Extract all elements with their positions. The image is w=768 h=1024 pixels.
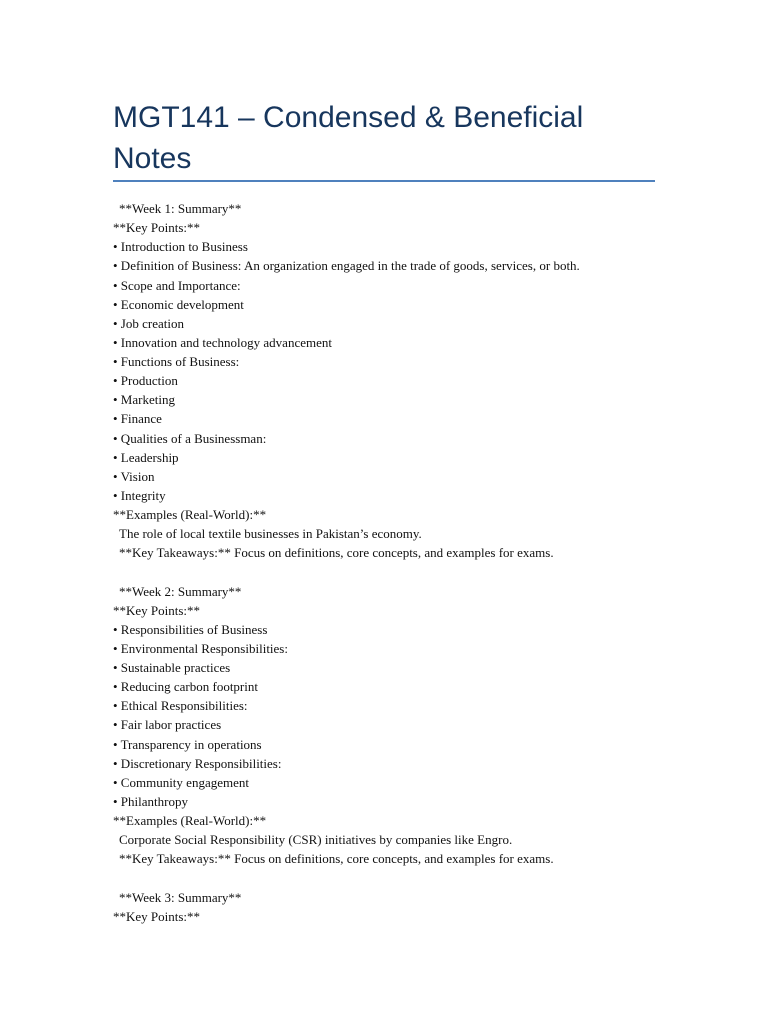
bullet-item: • Philanthropy <box>113 793 188 809</box>
bullet-item: • Leadership <box>113 449 179 465</box>
week-section-2 <box>113 582 713 888</box>
key-points-label: **Key Points:** <box>113 908 201 924</box>
bullet-item: • Integrity <box>113 487 166 503</box>
takeaway-text: **Key Takeaways:** Focus on definitions, core concepts, and examples for exams. <box>119 851 554 867</box>
bullet-item: • Production <box>113 373 178 389</box>
bullet-item: • Job creation <box>113 315 184 331</box>
bullet-item: • Scope and Importance: <box>113 277 241 293</box>
example-text: The role of local textile businesses in Pakistan’s economy. <box>119 526 422 542</box>
bullet-item: • Innovation and technology advancement <box>113 334 332 350</box>
blank-line <box>113 562 713 581</box>
week-heading: **Week 3: Summary** <box>119 889 242 905</box>
bullet-item: • Discretionary Responsibilities: <box>113 755 282 771</box>
bullet-item: • Vision <box>113 468 155 484</box>
week-heading: **Week 2: Summary** <box>119 583 242 599</box>
bullet-item: • Finance <box>113 411 162 427</box>
bullet-item: • Functions of Business: <box>113 354 240 369</box>
key-points-label: **Key Points:** <box>113 602 201 618</box>
takeaway-text: **Key Takeaways:** Focus on definitions, core concepts, and examples for exams. <box>119 545 554 561</box>
bullet-item: • Community engagement <box>113 774 249 790</box>
bullet-item: • Sustainable practices <box>113 660 231 675</box>
blank-line <box>113 868 713 887</box>
bullet-item: • Responsibilities of Business <box>113 621 268 637</box>
week-section-3 <box>113 888 713 926</box>
key-points-label: **Key Points:** <box>113 220 201 236</box>
examples-label: **Examples (Real-World):** <box>113 507 267 522</box>
bullet-item: • Ethical Responsibilities: <box>113 698 248 714</box>
bullet-item: • Definition of Business: An organization engaged in the trade of goods, services, or both. <box>113 258 580 274</box>
bullet-item: • Fair labor practices <box>113 717 222 733</box>
bullet-item: • Environmental Responsibilities: <box>113 640 288 656</box>
title-underline <box>113 180 655 182</box>
bullet-item: • Introduction to Business <box>113 239 248 255</box>
bullet-item: • Qualities of a Businessman: <box>113 430 267 446</box>
bullet-item: • Marketing <box>113 392 175 408</box>
document-body <box>113 199 713 926</box>
example-text: Corporate Social Responsibility (CSR) initiatives by companies like Engro. <box>119 832 513 848</box>
week-section-1 <box>113 199 713 582</box>
page-title: MGT141 – Condensed & Beneficial Notes <box>113 101 584 175</box>
bullet-item: • Economic development <box>113 296 244 312</box>
bullet-item: • Reducing carbon footprint <box>113 679 258 695</box>
bullet-item: • Transparency in operations <box>113 736 262 752</box>
examples-label: **Examples (Real-World):** <box>113 813 267 828</box>
week-heading: **Week 1: Summary** <box>119 201 242 216</box>
